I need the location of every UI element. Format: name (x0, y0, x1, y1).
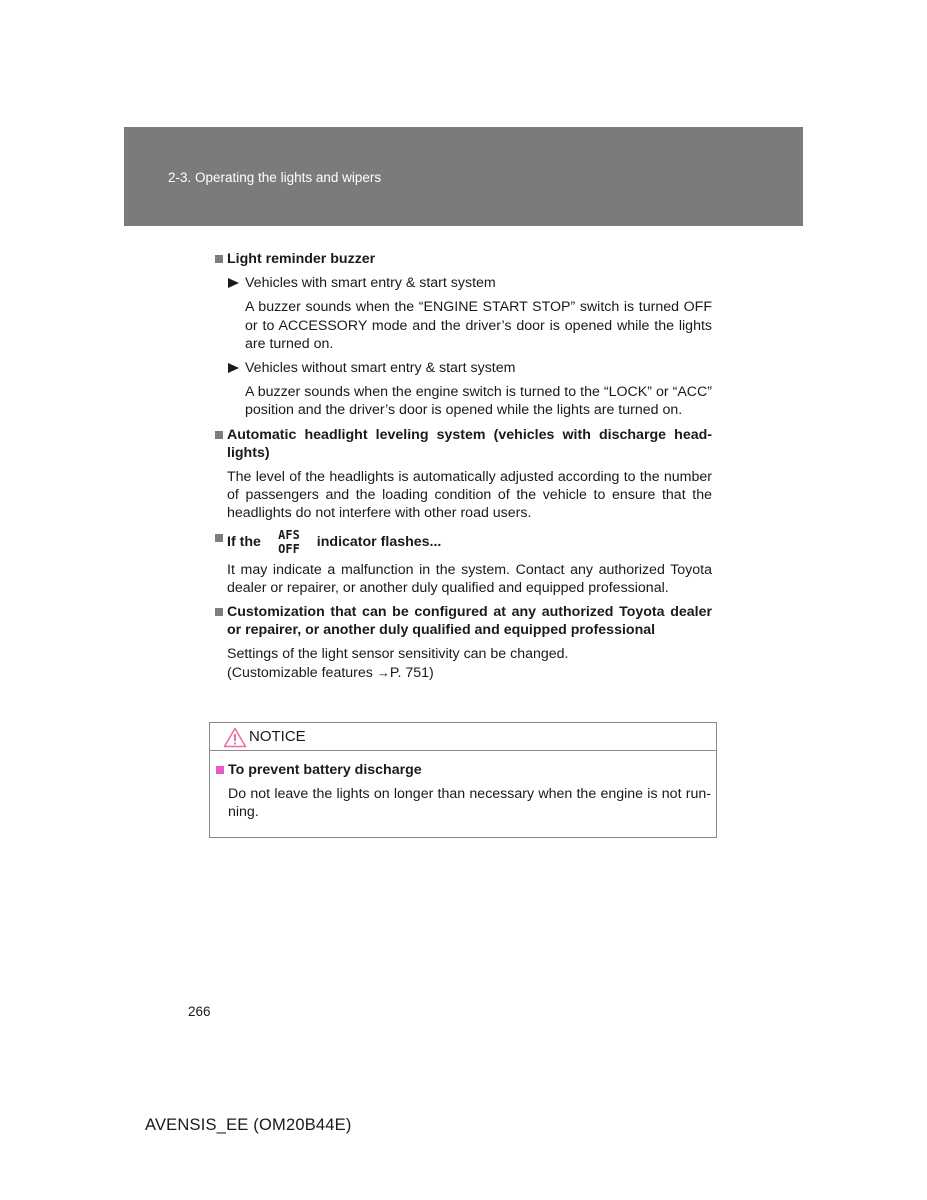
paragraph-customization: Settings of the light sensor sensitivity can be changed. (Customizable features →P. 751) (227, 646, 569, 681)
paragraph-afs-indicator: It may indicate a malfunction in the system. Contact any authorized Toyota dealer or repairer, or another duly qualified and equipped professional. (227, 561, 712, 596)
svg-text:OFF: OFF (278, 541, 300, 554)
notice-box (209, 722, 717, 838)
notice-paragraph: Do not leave the lights on longer than necessary when the engine is not run-ning. (228, 786, 711, 821)
triangle-bullet-icon (228, 278, 239, 288)
subheading-no-smart-entry: Vehicles without smart entry & start system (215, 359, 712, 377)
svg-text:AFS: AFS (278, 527, 300, 542)
square-bullet-icon (215, 534, 223, 542)
heading-afs-indicator: If the AFS OFF indicator flashes... (215, 529, 712, 555)
paragraph-smart-entry: A buzzer sounds when the “ENGINE START STOP” switch is turned OFF or to ACCESSORY mode and the driver’s door is opened while the lights are turned on. (245, 299, 712, 352)
square-bullet-icon (216, 766, 224, 774)
reference-arrow-icon: → (376, 664, 390, 680)
notice-header (210, 723, 716, 751)
heading-light-reminder: Light reminder buzzer (215, 250, 712, 268)
paragraph-no-smart-entry: A buzzer sounds when the engine switch is turned to the “LOCK” or “ACC” position and the driver’s door is opened while the lights are turned on. (245, 384, 712, 419)
main-content (215, 250, 712, 688)
section-header-bar (124, 127, 803, 226)
square-bullet-icon (215, 608, 223, 616)
manual-code: AVENSIS_EE (OM20B44E) (145, 1116, 352, 1134)
section-title: 2-3. Operating the lights and wipers (168, 170, 382, 185)
notice-label: NOTICE (249, 728, 306, 745)
square-bullet-icon (215, 431, 223, 439)
page-number: 266 (188, 1004, 211, 1019)
notice-content (216, 761, 711, 828)
triangle-bullet-icon (228, 363, 239, 373)
warning-triangle-icon (223, 727, 247, 748)
heading-customization: Customization that can be configured at any authorized Toyota dealer or repairer, or another duly qualified and equipped professional (215, 603, 712, 639)
heading-auto-leveling: Automatic headlight leveling system (vehicles with discharge head-lights) (215, 426, 712, 462)
notice-heading: To prevent battery discharge (216, 761, 711, 779)
square-bullet-icon (215, 255, 223, 263)
subheading-smart-entry: Vehicles with smart entry & start system (215, 274, 712, 292)
paragraph-auto-leveling: The level of the headlights is automatically adjusted according to the number of passengers and the loading condition of the vehicle to ensure that the headlights do not interfere with other road users. (227, 469, 712, 522)
page-reference-link[interactable]: P. 751) (389, 664, 434, 681)
afs-off-indicator-icon (267, 528, 311, 554)
